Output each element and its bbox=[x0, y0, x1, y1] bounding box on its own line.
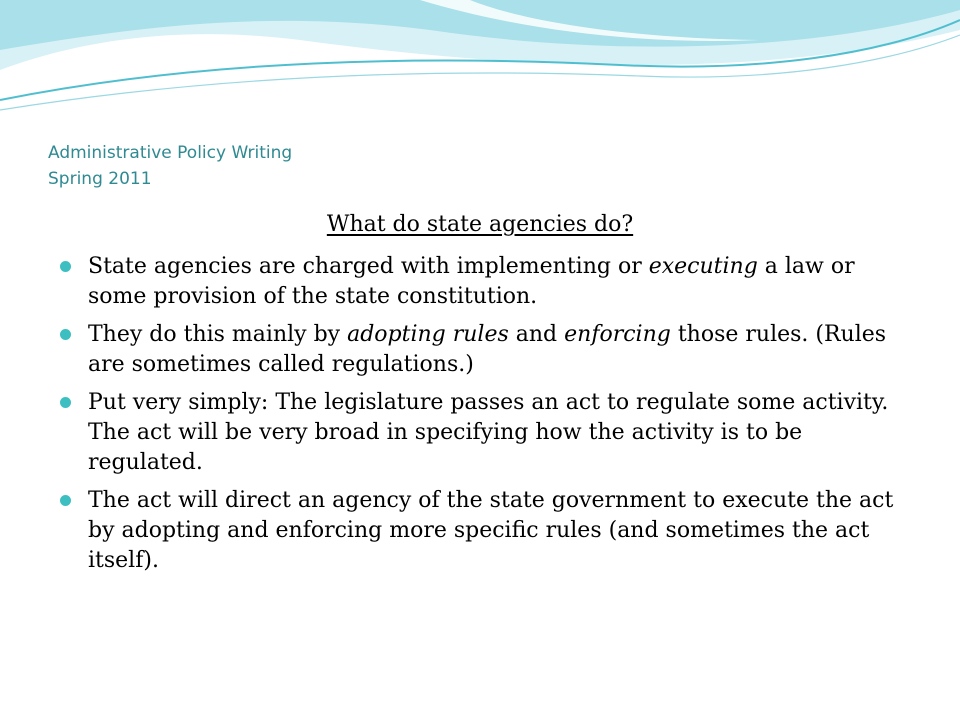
heading-text: What do state agencies do? bbox=[326, 212, 634, 237]
course-title: Administrative Policy Writing bbox=[48, 143, 293, 163]
bullet-item bbox=[56, 252, 916, 312]
bullet-item bbox=[56, 486, 916, 576]
term-label: Spring 2011 bbox=[48, 169, 152, 189]
decorative-wave-banner bbox=[0, 0, 960, 120]
bullet-text: Put very simply: The legislature passes an act to regulate some activity. The act will be very broad in specifying how the activity is to be regulated. bbox=[88, 390, 889, 475]
bullet-item bbox=[56, 320, 916, 380]
bullet-emphasis: executing bbox=[648, 254, 758, 279]
bullet-text: those rules. (Rules are sometimes called regulations.) bbox=[88, 322, 887, 377]
bullet-text: a law or some provision of the state constitution. bbox=[88, 254, 855, 309]
bullet-dot-icon bbox=[60, 329, 71, 340]
slide-heading bbox=[0, 210, 960, 240]
bullet-list bbox=[56, 252, 916, 584]
bullet-text: State agencies are charged with implementing or bbox=[88, 254, 649, 279]
bullet-emphasis: enforcing bbox=[564, 322, 671, 347]
bullet-dot-icon bbox=[60, 495, 71, 506]
bullet-text: They do this mainly by bbox=[88, 322, 348, 347]
bullet-item bbox=[56, 388, 916, 478]
bullet-emphasis: adopting rules bbox=[347, 322, 509, 347]
bullet-text: The act will direct an agency of the state government to execute the act by adopting and enforcing more specific rules (and sometimes the act itself). bbox=[88, 488, 894, 573]
bullet-dot-icon bbox=[60, 261, 71, 272]
slide-header bbox=[48, 140, 292, 192]
bullet-dot-icon bbox=[60, 397, 71, 408]
bullet-text: and bbox=[508, 322, 565, 347]
